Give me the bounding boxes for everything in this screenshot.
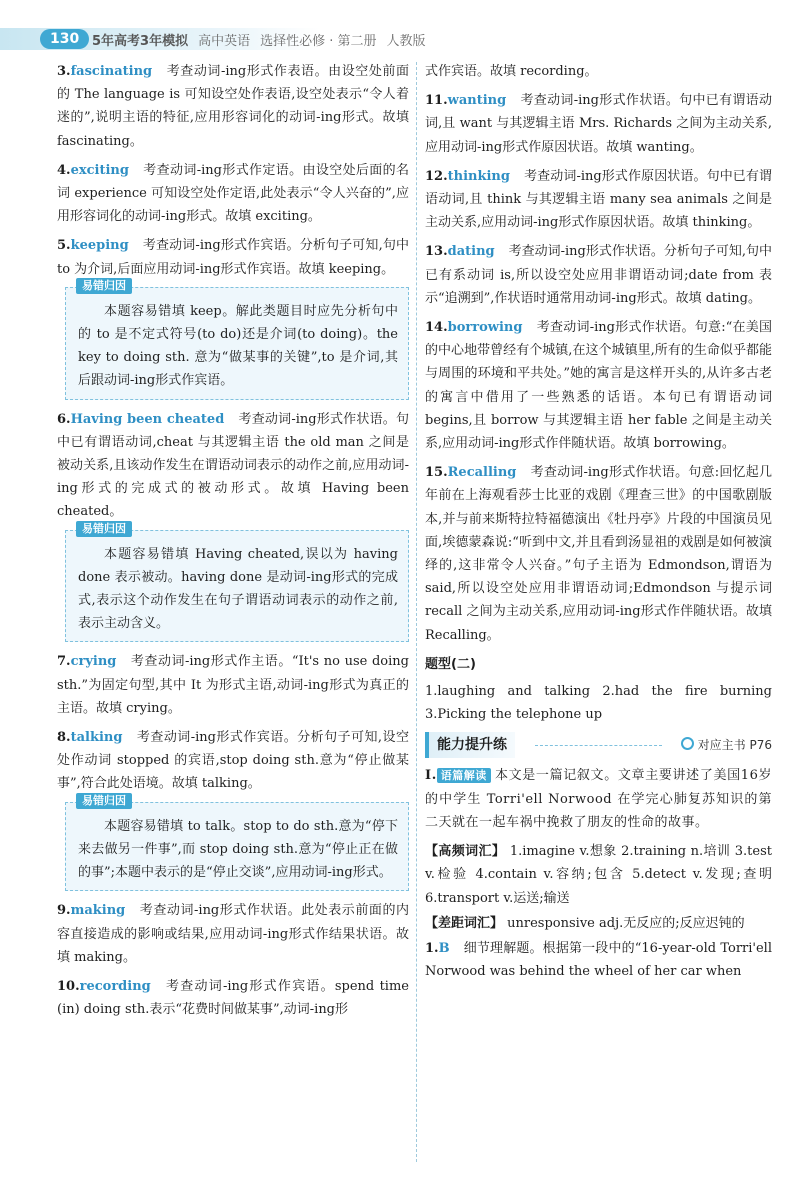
explanation: 考查动词-ing形式作状语。句意:回忆起几年前在上海观看莎士比亚的戏剧《理查三世》的中国歌剧版本,并与前来斯特拉特福德演出《牡丹亭》片段的中国演员见面,埃德蒙森说:“听到中文,并且看到汤显祖的戏剧是如何被演绎的,这非常令人兴奋。”句子主语为 Edmondson,谓语为 said,所以设空处应用非谓语动词;Edmondson 与提示词 recall 之间为主动关系,应用动词-ing形式作伴随状语。故填 Recalling。 (425, 465, 772, 643)
error-analysis-tag: 易错归因 (76, 278, 132, 294)
gap-vocab: 【差距词汇】 unresponsive adj.无反应的;反应迟钝的 (425, 915, 745, 931)
explanation: 考查动词-ing形式作主语。“It's no use doing sth.”为固定句型,其中 It 为形式主语,动词-ing形式为真正的主语。故填 crying。 (57, 654, 409, 716)
explanation: 考查动词-ing形式作状语。此处表示前面的内容直接造成的影响或结果,应用动词-ing形式作结果状语。故填 making。 (57, 903, 409, 965)
answer-word: thinking (447, 168, 510, 184)
answer-word: Recalling (447, 465, 517, 481)
answer-word: recording (79, 978, 151, 994)
error-analysis-tag: 易错归因 (76, 793, 132, 809)
explanation: 考查动词-ing形式作状语。句意:“在美国的中心地带曾经有个城镇,在这个城镇里,所有的生命似乎都能与周围的环境和平共处。”她的寓言是这样开头的,从许多古老的寓言中借用了一些熟悉的话语。本句已有谓语动词 begins,且 borrow 与其逻辑主语 her fable 之间是主动关系,应用动词-ing形式作伴随状语。故填 borrowing。 (425, 320, 772, 452)
passage-analysis-tag: 语篇解读 (437, 768, 491, 783)
passage-analysis-text: 本文是一篇记叙文。文章主要讲述了美国16岁的中学生 Torri'ell Norwood 在学完心肺复苏知识的第二天就在一起车祸中挽救了朋友的性命的故事。 (425, 768, 773, 830)
right-column (425, 60, 772, 989)
book-title (92, 30, 426, 49)
answer-word: borrowing (447, 320, 523, 336)
answer-item: 4.exciting 考查动词-ing形式作定语。由设空处后面的名词 experience 可知设空处作定语,此处表示“令人兴奋的”,应用形容词化的动词-ing形式。故填 exciting。 (57, 162, 409, 225)
answer-item: 3.fascinating 考查动词-ing形式作表语。由设空处前面的 The language is 可知设空处作表语,设空处表示“令人着迷的”,说明主语的特征,应用形容词化的动词-ing形式。故填 fascinating。 (57, 64, 409, 149)
section-title-type2: 题型(二) (425, 656, 476, 672)
answer-item: 7.crying 考查动词-ing形式作主语。“It's no use doing sth.”为固定句型,其中 It 为形式主语,动词-ing形式为真正的主语。故填 crying。 (57, 654, 409, 716)
error-analysis-text: 本题容易错填 keep。解此类题目时应先分析句中的 to 是不定式符号(to do)还是介词(to doing)。the key to doing sth. 意为“做某事的关键”,to 是介词,其后跟动词-ing形式作宾语。 (78, 303, 398, 389)
answer-item: 11.wanting 考查动词-ing形式作状语。句中已有谓语动词,且 want 与其逻辑主语 Mrs. Richards 之间为主动关系,应用动词-ing形式作原因状语。故填 wanting。 (425, 93, 772, 155)
answer-word: keeping (70, 238, 129, 254)
page-number: 130 (40, 29, 89, 49)
main-book-reference: 对应主书 P76 (681, 732, 772, 758)
answer-word: crying (70, 654, 117, 670)
answer-item: 15.Recalling 考查动词-ing形式作状语。句意:回忆起几年前在上海观看莎士比亚的戏剧《理查三世》的中国歌剧版本,并与前来斯特拉特福德演出《牡丹亭》片段的中国演员见面,埃德蒙森说:“听到中文,并且看到汤显祖的戏剧是如何被演绎的,这非常令人兴奋。”句子主语为 Edmondson,谓语为 said,所以设空处应用非谓语动词;Edmondson 与提示词 recall 之间为主动关系,应用动词-ing形式作伴随状语。故填 Recalling。 (425, 465, 772, 643)
answer-item: 8.talking 考查动词-ing形式作宾语。分析句子可知,设空处作动词 stopped 的宾语,stop doing sth.意为“停止做某事”,符合此处语境。故填 talking。 (57, 730, 409, 792)
answer-item: 6.Having been cheated 考查动词-ing形式作状语。句中已有谓语动词,cheat 与其逻辑主语 the old man 之间是被动关系,且该动作发生在谓语动词表示的动作之前,应用动词-ing形式的完成式的被动形式。故填 Having been cheated。 (57, 411, 409, 520)
series-name: 5年高考3年模拟 (92, 34, 189, 49)
answer-item: 9.making 考查动词-ing形式作状语。此处表示前面的内容直接造成的影响或结果,应用动词-ing形式作结果状语。故填 making。 (57, 903, 409, 965)
subject-name: 高中英语 (198, 34, 251, 49)
left-column (57, 60, 409, 1027)
type2-answers: 1.laughing and talking 2.had the fire burning 3.Picking the telephone up (425, 684, 772, 723)
answer-word: making (70, 903, 126, 919)
explanation: 考查动词-ing形式作状语。句中已有谓语动词,cheat 与其逻辑主语 the old man 之间是被动关系,且该动作发生在谓语动词表示的动作之前,应用动词-ing形式的完成式的被动形式。故填 Having been cheated。 (57, 411, 409, 520)
answer-item: 14.borrowing 考查动词-ing形式作状语。句意:“在美国的中心地带曾经有个城镇,在这个城镇里,所有的生命似乎都能与周围的环境和平共处。”她的寓言是这样开头的,从许多古老的寓言中借用了一些熟悉的话语。本句已有谓语动词 begins,且 borrow 与其逻辑主语 her fable 之间是主动关系,应用动词-ing形式作伴随状语。故填 borrowing。 (425, 320, 772, 452)
answer-word: talking (70, 730, 123, 746)
answer-word: Having been cheated (70, 411, 225, 427)
page-header (0, 0, 800, 58)
ability-section-title: 能力提升练 (425, 732, 515, 758)
error-analysis-text: 本题容易错填 to talk。stop to do sth.意为“停下来去做另一件事”,而 stop doing sth.意为“停止正在做的事”;本题中表示的是“停止交谈”,应用动词-ing形式。 (78, 818, 398, 881)
explanation: 考查动词-ing形式作状语。句中已有谓语动词,且 want 与其逻辑主语 Mrs. Richards 之间为主动关系,应用动词-ing形式作原因状语。故填 wanting。 (425, 93, 772, 155)
error-analysis-box (65, 521, 409, 643)
column-divider (416, 62, 417, 1162)
error-analysis-text: 本题容易错填 Having cheated,误以为 having done 表示被动。having done 是动词-ing形式的完成式,表示这个动作发生在句子谓语动词表示的动作之前,表示主动含义。 (78, 546, 398, 632)
error-analysis-box (65, 793, 409, 892)
ability-section-bar (425, 732, 772, 760)
explanation: 考查动词-ing形式作原因状语。句中已有谓语动词,且 think 与其逻辑主语 many sea animals 之间是主动关系,应用动词-ing形式作原因状语。故填 thinking。 (425, 168, 772, 231)
explanation: 细节理解题。根据第一段中的“16-year-old Torri'ell Norwood was behind the wheel of her car when (425, 940, 772, 980)
answer-item: 13.dating 考查动词-ing形式作状语。分析句子可知,句中已有系动词 is,所以设空处应用非谓语动词;date from 表示“追溯到”,作状语时通常用动词-ing形式。故填 dating。 (425, 244, 773, 306)
explanation: 考查动词-ing形式作定语。由设空处后面的名词 experience 可知设空处作定语,此处表示“令人兴奋的”,应用形容词化的动词-ing形式。故填 exciting。 (57, 162, 409, 225)
error-analysis-tag: 易错归因 (76, 521, 132, 537)
answer-item: 12.thinking 考查动词-ing形式作原因状语。句中已有谓语动词,且 think 与其逻辑主语 many sea animals 之间是主动关系,应用动词-ing形式作原因状语。故填 thinking。 (425, 168, 772, 231)
answer-word: dating (447, 244, 495, 260)
passage-analysis: Ⅰ. 语篇解读 本文是一篇记叙文。文章主要讲述了美国16岁的中学生 Torri'ell Norwood 在学完心肺复苏知识的第二天就在一起车祸中挽救了朋友的性命的故事。 (425, 768, 773, 830)
explanation: 考查动词-ing形式作宾语。分析句子可知,句中 to 为介词,后面应用动词-ing形式作宾语。故填 keeping。 (57, 238, 409, 277)
answer-item: 10.recording 考查动词-ing形式作宾语。spend time (in) doing sth.表示“花费时间做某事”,动词-ing形 (57, 978, 409, 1018)
search-icon (681, 737, 694, 750)
edition-name: 人教版 (386, 34, 426, 49)
answer-word: exciting (70, 162, 129, 178)
explanation: 考查动词-ing形式作宾语。spend time (in) doing sth.表示“花费时间做某事”,动词-ing形 (57, 978, 409, 1018)
answer-item: 1.B 细节理解题。根据第一段中的“16-year-old Torri'ell Norwood was behind the wheel of her car when (425, 940, 772, 980)
explanation: 考查动词-ing形式作宾语。分析句子可知,设空处作动词 stopped 的宾语,stop doing sth.意为“停止做某事”,符合此处语境。故填 talking。 (57, 730, 409, 792)
answer-word: B (438, 940, 450, 956)
answer-word: wanting (447, 93, 507, 109)
continued-text: 式作宾语。故填 recording。 (425, 64, 598, 79)
answer-item: 5.keeping 考查动词-ing形式作宾语。分析句子可知,句中 to 为介词,后面应用动词-ing形式作宾语。故填 keeping。 (57, 238, 409, 277)
explanation: 考查动词-ing形式作表语。由设空处前面的 The language is 可知设空处作表语,设空处表示“令人着迷的”,说明主语的特征,应用形容词化的动词-ing形式。故填 fascinating。 (57, 64, 409, 149)
explanation: 考查动词-ing形式作状语。分析句子可知,句中已有系动词 is,所以设空处应用非谓语动词;date from 表示“追溯到”,作状语时通常用动词-ing形式。故填 dating。 (425, 244, 773, 306)
volume-name: 选择性必修 · 第二册 (260, 34, 377, 49)
bar-divider (535, 745, 662, 746)
error-analysis-box (65, 278, 409, 400)
answer-word: fascinating (70, 64, 153, 79)
high-frequency-vocab: 【高频词汇】 1.imagine v.想象 2.training n.培训 3.test v.检验 4.contain v.容纳;包含 5.detect v.发现;查明 6.transport v.运送;输送 (425, 844, 772, 906)
